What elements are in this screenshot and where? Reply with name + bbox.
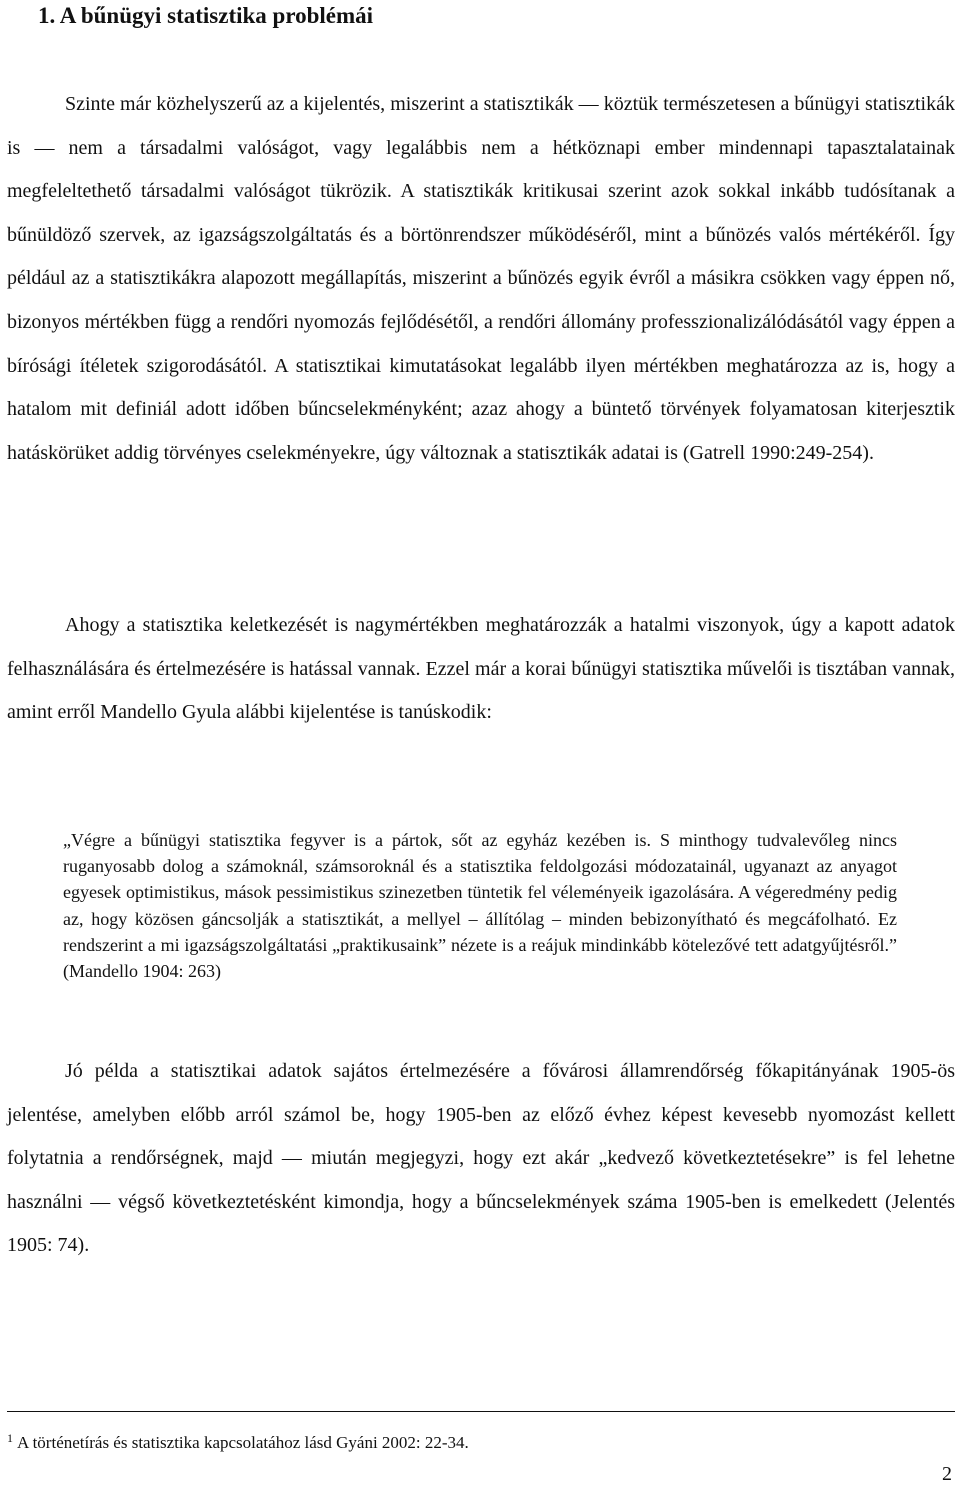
body-paragraph-1: Szinte már közhelyszerű az a kijelentés, miszerint a statisztikák — köztük természetesen a bűnügyi statisztikák is — nem a társadalmi valóságot, vagy legalábbis nem a hétköznapi ember mindennapi tapasztalatainak megfeleltethető társadalmi valóságot tükrözik. A statisztikák kritikusai szerint azok sokkal inkább tudósítanak a bűnüldöző szervek, az igazságszolgáltatás és a börtönrendszer működéséről, mint a bűnözés valós mértékéről. Így például az a statisztikákra alapozott megállapítás, miszerint a bűnözés egyik évről a másikra csökken vagy éppen nő, bizonyos mértékben függ a rendőri nyomozás fejlődésétől, a rendőri állomány professzionalizálódásától vagy éppen a bírósági ítéletek szigorodásától. A statisztikai kimutatásokat legalább ilyen mértékben meghatározza az is, hogy a hatalom mit definiál adott időben bűncselekményként; azaz ahogy a büntető törvények folyamatosan kiterjesztik hatáskörüket addig törvényes cselekményekre, úgy változnak a statisztikák adatai is (Gatrell 1990:249-254).: [7, 93, 955, 464]
footnote-marker: 1: [7, 1431, 13, 1445]
section-heading: 1. A bűnügyi statisztika problémái: [38, 3, 374, 28]
block-quote: „Végre a bűnügyi statisztika fegyver is a pártok, sőt az egyház kezében is. S minthogy tudvalevőleg nincs ruganyosabb dolog a számoknál, számsoroknál és a statisztika feldolgozási módozatainál, ugyanazt az anyagot egyesek optimistikus, mások pessimistikus szinezetben tüntetik fel véleményeik igazolására. A végeredmény pedig az, hogy közösen gáncsolják a statisztikát, a mellyel – állítólag – minden bebizonyítható és megcáfolható. Ez rendszerint a mi igazságszolgáltatási „praktikusaink” nézete is a reájuk mindinkább kötelezővé tett adatgyűjtésről.” (Mandello 1904: 263): [63, 830, 897, 982]
footnote: [7, 1426, 469, 1455]
footnote-divider: [7, 1411, 955, 1412]
page-number: 2: [942, 1463, 952, 1485]
footnote-text: A történetírás és statisztika kapcsolatához lásd Gyáni 2002: 22-34.: [17, 1433, 469, 1452]
body-paragraph-3: Jó példa a statisztikai adatok sajátos értelmezésére a fővárosi államrendőrség főkapitányának 1905-ös jelentése, amelyben előbb arról számol be, hogy 1905-ben az előző évhez képest kevesebb nyomozást kellett folytatnia a rendőrségnek, majd — miután megjegyzi, hogy ezt akár „kedvező következtetésekre” is fel lehetne használni — végső következtetésként kimondja, hogy a bűncselekmények száma 1905-ben is emelkedett (Jelentés 1905: 74).: [7, 1060, 955, 1257]
body-paragraph-2: Ahogy a statisztika keletkezését is nagymértékben meghatározzák a hatalmi viszonyok, úgy a kapott adatok felhasználására és értelmezésére is hatással vannak. Ezzel már a korai bűnügyi statisztika művelői is tisztában vannak, amint erről Mandello Gyula alábbi kijelentése is tanúskodik:: [7, 614, 955, 724]
